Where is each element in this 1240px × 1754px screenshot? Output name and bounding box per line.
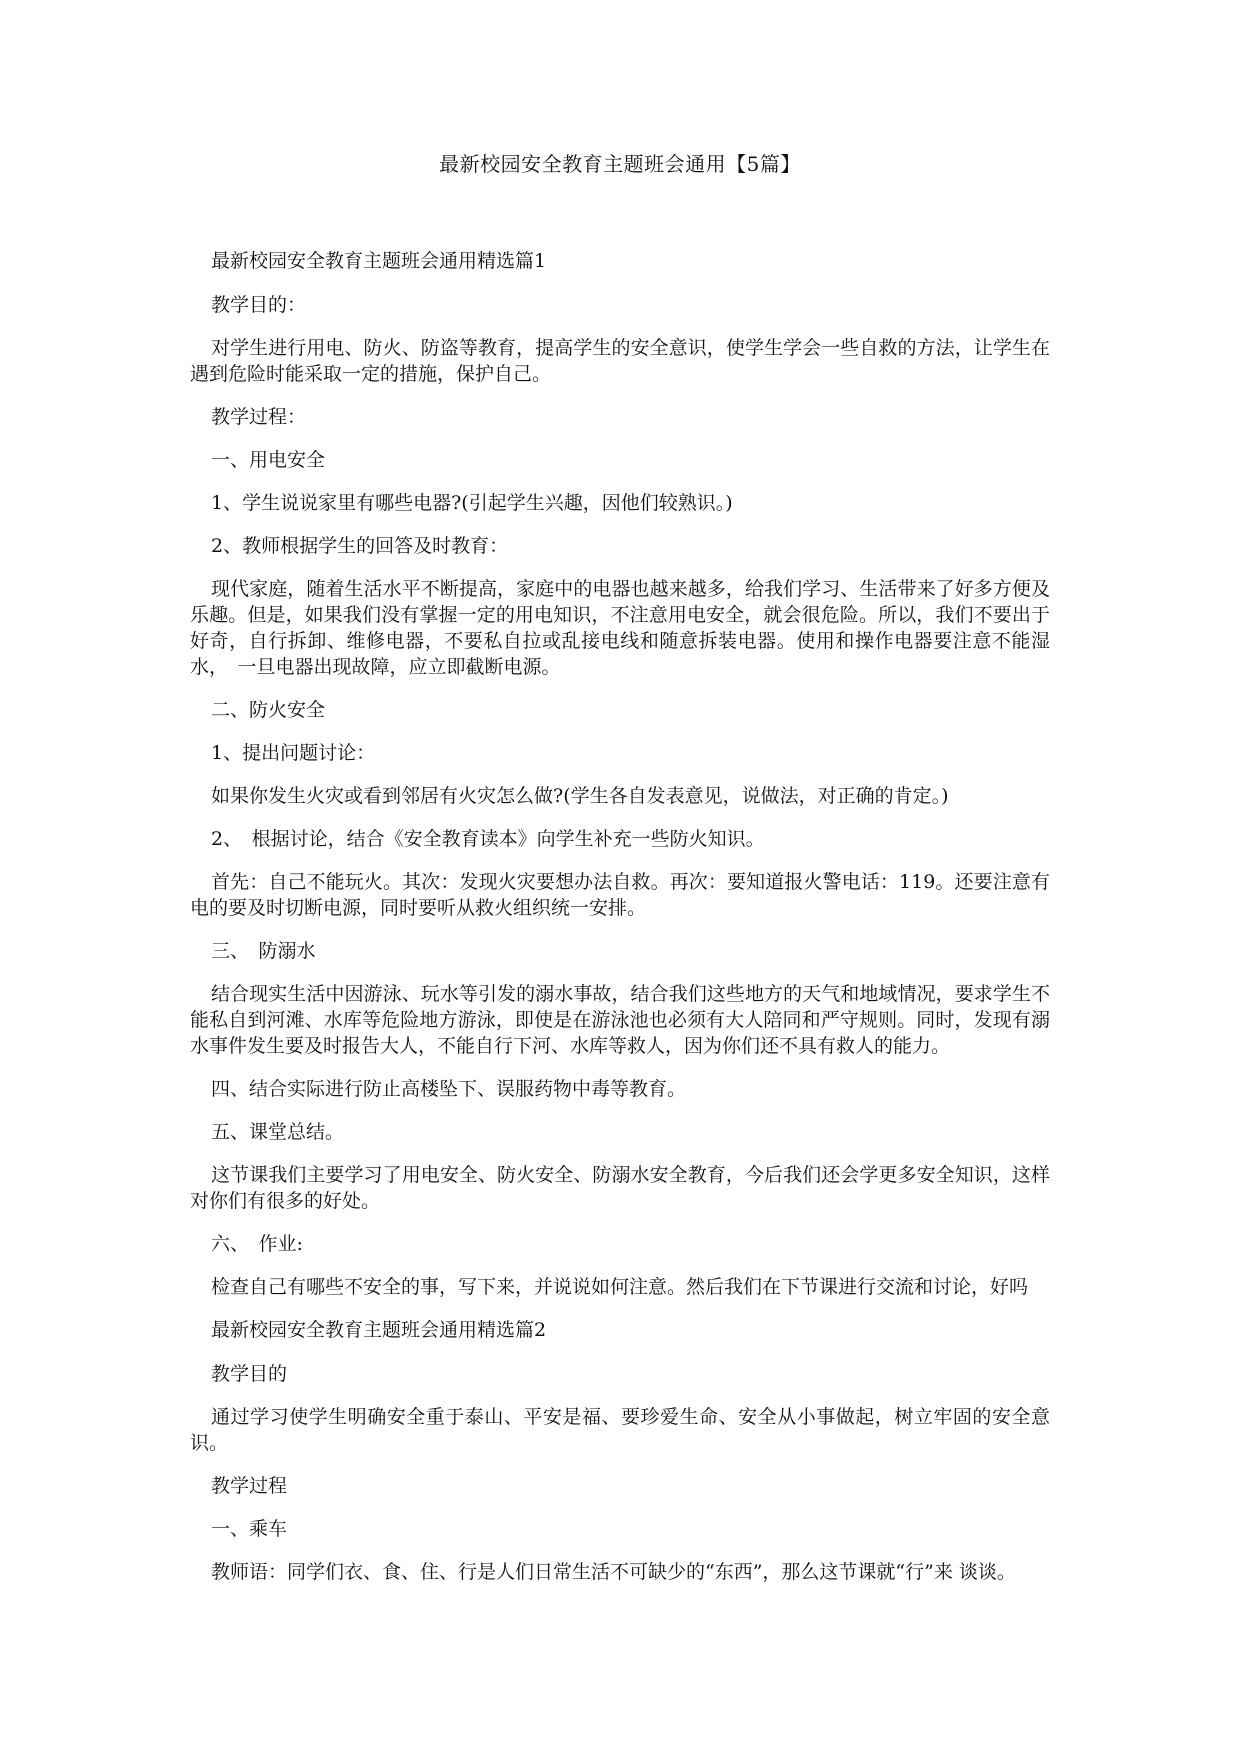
paragraph: 二、防火安全: [211, 699, 326, 721]
document-body: [190, 248, 1050, 1602]
paragraph: 1、学生说说家里有哪些电器?(引起学生兴趣，因他们较熟识。): [211, 492, 733, 514]
paragraph: 现代家庭，随着生活水平不断提高，家庭中的电器也越来越多，给我们学习、生活带来了好多方便及乐趣。但是，如果我们没有掌握一定的用电知识，不注意用电安全，就会很危险。所以，我们不要出于好奇，自行拆卸、维修电器，不要私自拉或乱接电线和随意拆装电器。使用和操作电器要注意不能湿水， 一旦电器出现故障，应立即截断电源。: [190, 578, 1050, 678]
paragraph: 教学过程: [211, 1475, 288, 1497]
paragraph: 如果你发生火灾或看到邻居有火灾怎么做?(学生各自发表意见，说做法，对正确的肯定。): [211, 785, 949, 807]
paragraph: 通过学习使学生明确安全重于泰山、平安是福、要珍爱生命、安全从小事做起，树立牢固的安全意识。: [190, 1406, 1050, 1454]
section-heading-2: 最新校园安全教育主题班会通用精选篇2: [211, 1319, 547, 1341]
paragraph: 一、用电安全: [211, 449, 326, 471]
paragraph: 教学目的: [211, 1363, 288, 1385]
paragraph: 一、乘车: [211, 1518, 288, 1540]
paragraph: 三、 防溺水: [211, 940, 316, 962]
paragraph: 教师语：同学们衣、食、住、行是人们日常生活不可缺少的“东西”，那么这节课就“行”来 谈谈。: [211, 1561, 1016, 1583]
paragraph: 五、课堂总结。: [211, 1121, 345, 1143]
paragraph: 教学过程：: [211, 406, 307, 428]
document-title: 最新校园安全教育主题班会通用【5篇】: [439, 152, 801, 176]
paragraph: 教学目的：: [211, 294, 307, 316]
paragraph: 这节课我们主要学习了用电安全、防火安全、防溺水安全教育，今后我们还会学更多安全知识，这样对你们有很多的好处。: [190, 1164, 1050, 1212]
paragraph: 四、结合实际进行防止高楼坠下、误服药物中毒等教育。: [211, 1078, 687, 1100]
paragraph: 对学生进行用电、防火、防盗等教育，提高学生的安全意识，使学生学会一些自救的方法，让学生在遇到危险时能采取一定的措施，保护自己。: [190, 337, 1050, 385]
section-heading-1: 最新校园安全教育主题班会通用精选篇1: [211, 250, 547, 272]
paragraph: 六、 作业:: [211, 1233, 303, 1255]
paragraph: 检查自己有哪些不安全的事，写下来，并说说如何注意。然后我们在下节课进行交流和讨论，好吗: [211, 1276, 1029, 1298]
paragraph: 2、教师根据学生的回答及时教育：: [211, 535, 509, 557]
paragraph: 1、提出问题讨论：: [211, 742, 376, 764]
paragraph: 2、 根据讨论，结合《安全教育读本》向学生补充一些防火知识。: [211, 828, 765, 850]
paragraph: 首先：自己不能玩火。其次：发现火灾要想办法自救。再次：要知道报火警电话：119。还要注意有电的要及时切断电源，同时要听从救火组织统一安排。: [190, 871, 1050, 919]
paragraph: 结合现实生活中因游泳、玩水等引发的溺水事故，结合我们这些地方的天气和地域情况，要求学生不能私自到河滩、水库等危险地方游泳，即使是在游泳池也必须有大人陪同和严守规则。同时，发现有溺水事件发生要及时报告大人，不能自行下河、水库等救人，因为你们还不具有救人的能力。: [190, 983, 1050, 1057]
